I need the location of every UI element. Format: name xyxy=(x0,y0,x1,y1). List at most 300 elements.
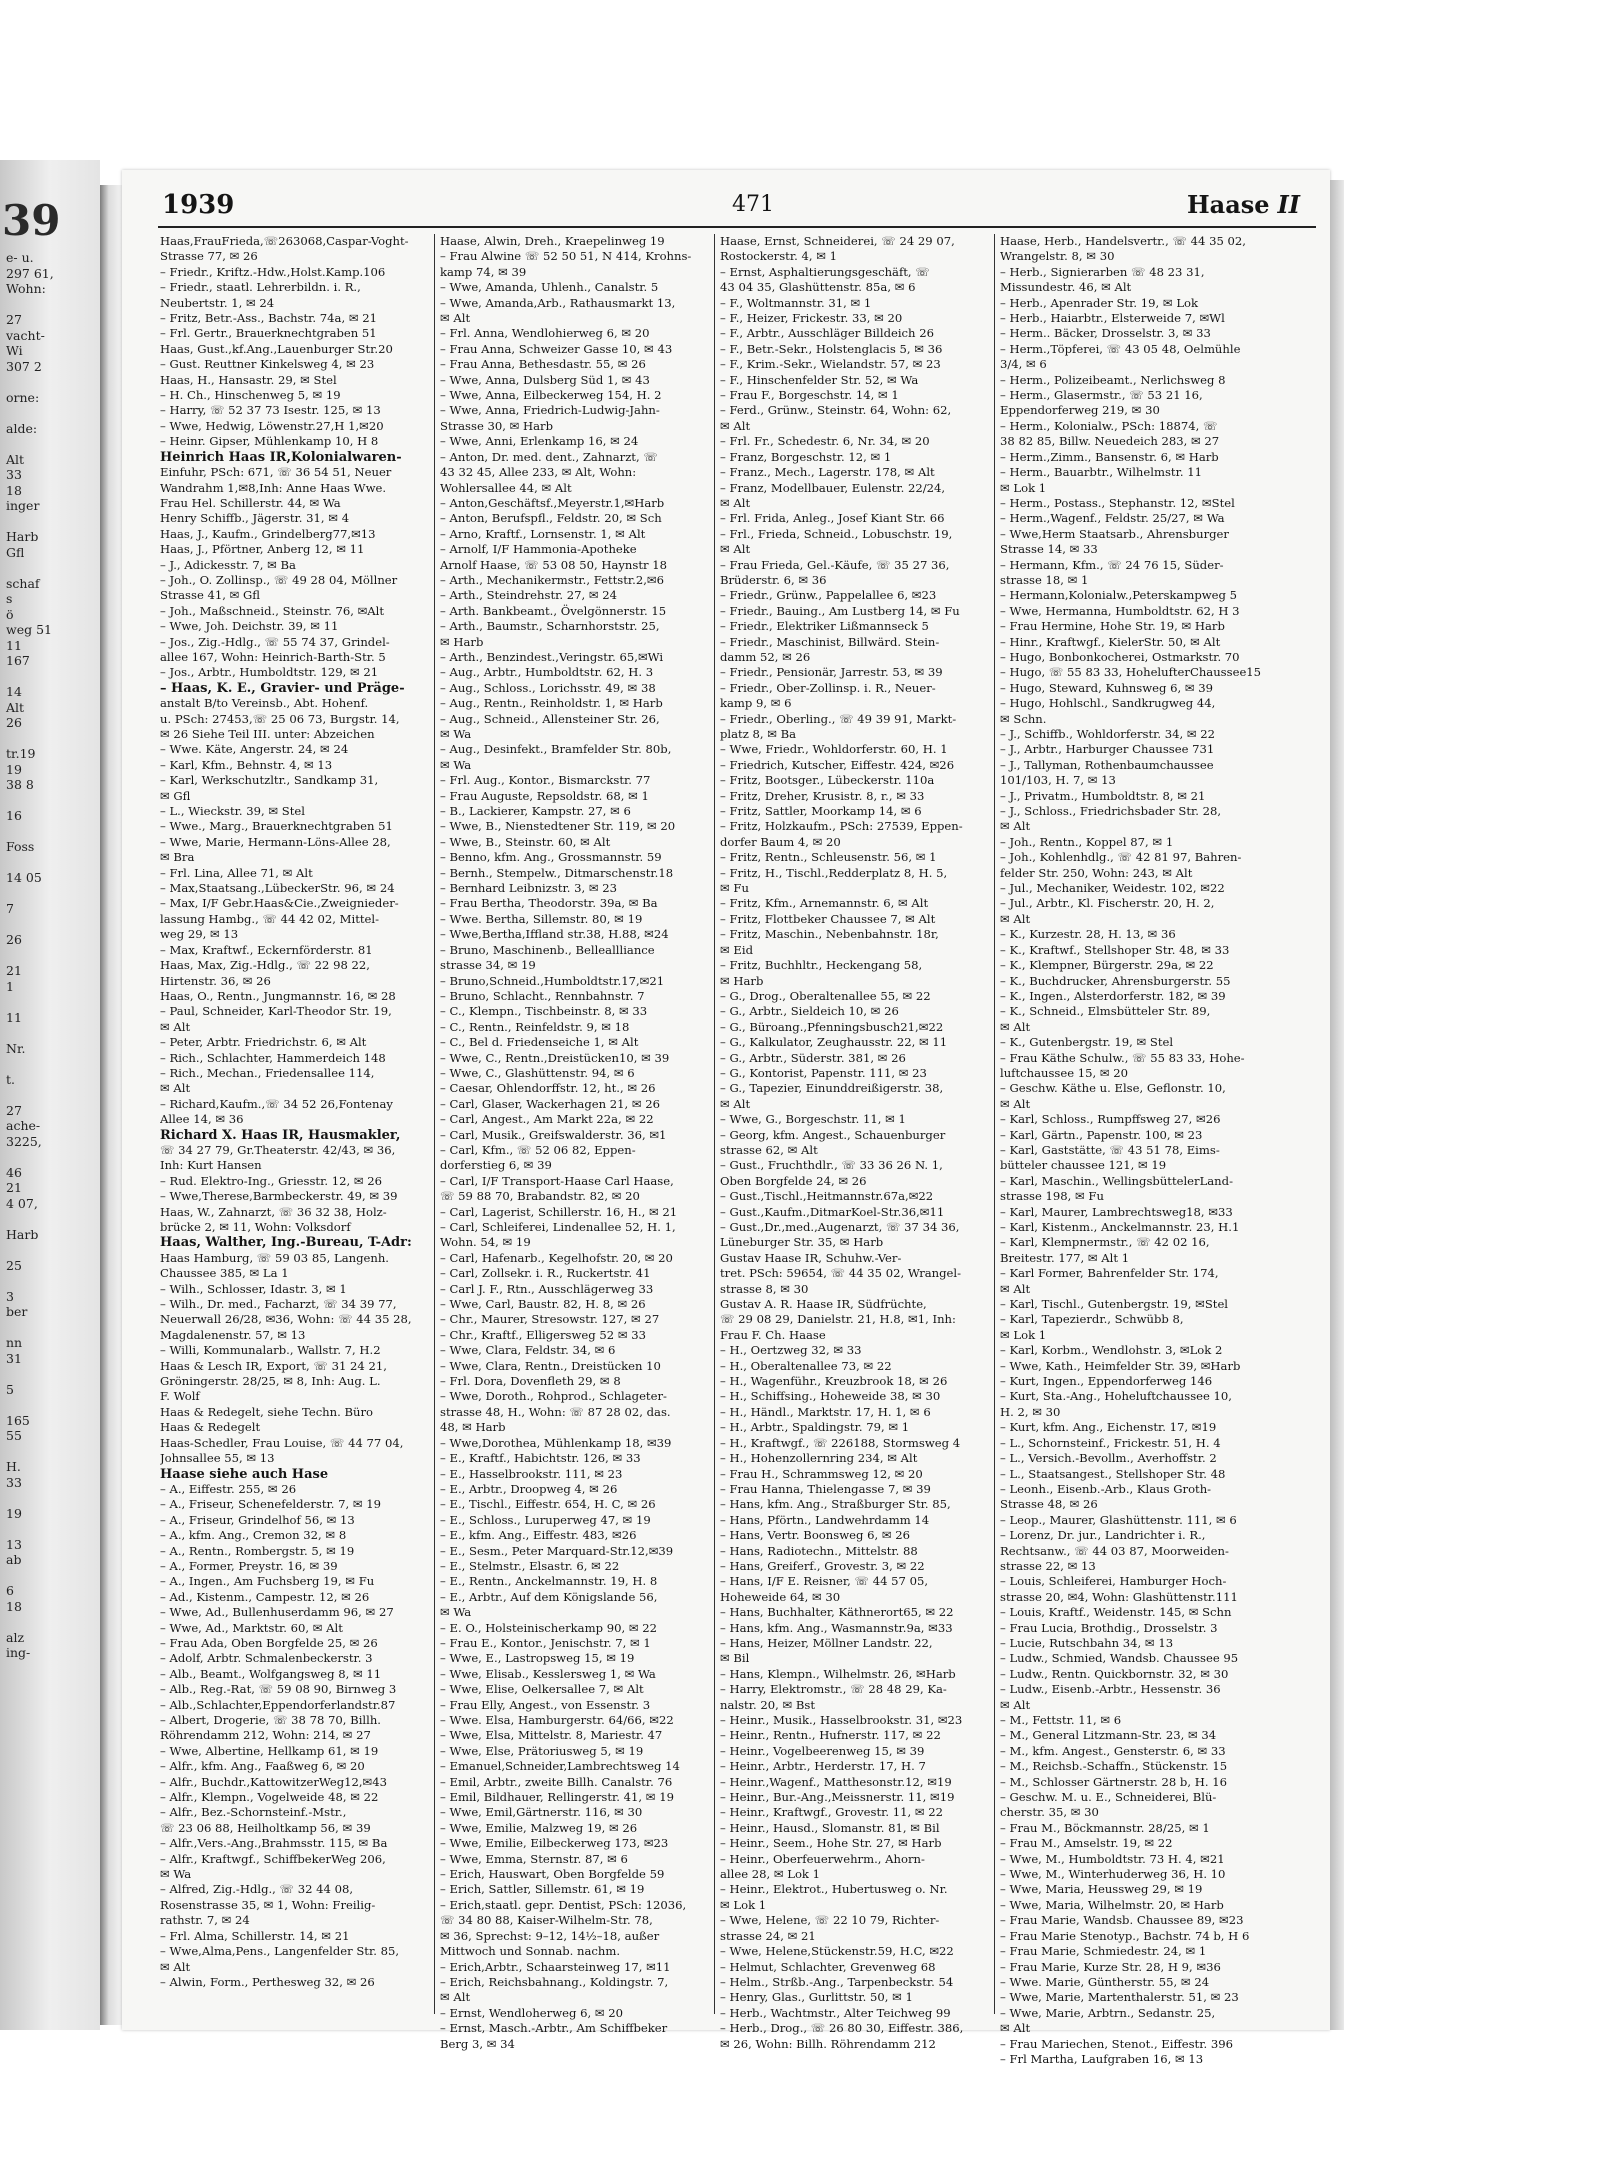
previous-page-fragment xyxy=(0,994,100,1010)
directory-entry: – Frl. Lina, Allee 71, ✉ Alt xyxy=(160,865,313,880)
directory-entry: – M., Fettstr. 11, ✉ 6 xyxy=(1000,1713,1122,1727)
directory-entry: – Fritz, Dreher, Krusistr. 8, r., ✉ 33 xyxy=(720,788,925,803)
directory-entry: – Alfr., Buchdr.,KattowitzerWeg12,✉43 xyxy=(160,1774,388,1789)
directory-entry: – Wwe, Kath., Heimfelder Str. 39, ✉Harb xyxy=(1000,1358,1241,1373)
previous-page-fragment: 165 xyxy=(6,1412,30,1428)
directory-entry: – G., Kontorist, Papenstr. 111, ✉ 23 xyxy=(720,1065,927,1080)
directory-entry: – Hans, I/F E. Reisner, ☏ 44 57 05, xyxy=(720,1574,929,1589)
directory-entry: – Willi, Kommunalarb., Wallstr. 7, H.2 xyxy=(160,1343,381,1358)
header-title xyxy=(1187,190,1300,219)
directory-entry: – Carl, Lagerist, Schillerstr. 16, H., ✉ 21 xyxy=(440,1204,678,1219)
directory-entry: – Jos., Arbtr., Humboldtstr. 129, ✉ 21 xyxy=(160,665,379,680)
directory-entry: kamp 74, ✉ 39 xyxy=(440,264,527,279)
previous-page-fragment: 33 xyxy=(6,467,22,482)
directory-entry: – Leop., Maurer, Glashüttenstr. 111, ✉ 6 xyxy=(1000,1512,1237,1527)
previous-page-fragment: H. xyxy=(6,1459,21,1474)
directory-entry: – Frau Anna, Schweizer Gasse 10, ✉ 43 xyxy=(440,341,673,356)
directory-entry: – Karl, Kistenm., Anckelmannstr. 23, H.1 xyxy=(1000,1220,1240,1234)
directory-entry: ✉ Alt xyxy=(160,1019,191,1034)
directory-entry: – Herm.,Wagenf., Feldstr. 25/27, ✉ Wa xyxy=(1000,511,1225,526)
directory-entry: – Arth., Steindrehstr. 27, ✉ 24 xyxy=(440,588,618,603)
previous-page-fragment: Gfl xyxy=(6,544,25,560)
directory-entry: – Gust.,Dr.,med.,Augenarzt, ☏ 37 34 36, xyxy=(720,1220,960,1234)
directory-entry: – Joh., Maßschneid., Steinstr. 76, ✉Alt xyxy=(160,603,385,618)
previous-page-fragment: Wohn: xyxy=(6,281,46,296)
directory-entry: – Fritz, Buchhltr., Heckengang 58, xyxy=(720,958,923,973)
directory-entry: – A., Eiffestr. 255, ✉ 26 xyxy=(160,1481,297,1496)
directory-entry: F. Wolf xyxy=(160,1389,200,1404)
directory-entry: Haas, W., Zahnarzt, ☏ 36 32 38, Holz- xyxy=(160,1204,387,1219)
directory-entry: Haas, O., Rentn., Jungmannstr. 16, ✉ 28 xyxy=(160,988,396,1003)
previous-page-fragment: 14 05 xyxy=(6,870,42,885)
directory-entry: – Herm.,Zimm., Bansenstr. 6, ✉ Harb xyxy=(1000,449,1219,464)
directory-entry: – Wwe, Doroth., Rohprod., Schlageter- xyxy=(440,1389,667,1404)
directory-entry: – E., Tischl., Eiffestr. 654, H. C, ✉ 26 xyxy=(440,1497,656,1512)
directory-entry: – Alfr., Bez.-Schornsteinf.-Mstr., xyxy=(160,1805,347,1820)
directory-entry: Strasse 14, ✉ 33 xyxy=(1000,542,1098,557)
previous-page-fragment: 21 xyxy=(6,963,22,978)
directory-entry: – Wwe, C., Rentn.,Dreistücken10, ✉ 39 xyxy=(440,1050,670,1065)
directory-entry: Breitestr. 177, ✉ Alt 1 xyxy=(1000,1250,1130,1265)
directory-entry: – Wwe, Emilie, Malzweg 19, ✉ 26 xyxy=(440,1820,638,1835)
directory-entry: – Friedr., Ober-Zollinsp. i. R., Neuer- xyxy=(720,680,936,695)
directory-entry: – Bernhard Leibnizstr. 3, ✉ 23 xyxy=(440,881,618,896)
directory-entry: – E., Kraftf., Habichtstr. 126, ✉ 33 xyxy=(440,1451,641,1466)
directory-entry: – Wwe, G., Borgeschstr. 11, ✉ 1 xyxy=(720,1112,906,1127)
directory-entry: – Carl, Schleiferei, Lindenallee 52, H. 1, xyxy=(440,1220,676,1234)
directory-entry: – Wwe, Marie, Martenthalerstr. 51, ✉ 23 xyxy=(1000,1990,1239,2005)
directory-entry: – Alb.,Schlachter,Eppendorferlandstr.87 xyxy=(160,1697,396,1712)
directory-entry: Röhrendamm 212, Wohn: 214, ✉ 27 xyxy=(160,1728,371,1743)
directory-entry: – Ludw., Rentn. Quickbornstr. 32, ✉ 30 xyxy=(1000,1666,1229,1681)
previous-page-fragment: 4 07, xyxy=(6,1195,38,1211)
directory-entry: – Heinr., Kraftwgf., Grovestr. 11, ✉ 22 xyxy=(720,1805,944,1820)
directory-entry: Haas,FrauFrieda,☏263068,Caspar-Voght- xyxy=(160,234,409,248)
directory-entry: – Carl J. F., Rtn., Ausschlägerweg 33 xyxy=(440,1281,654,1296)
directory-entry: – Wwe,Alma,Pens., Langenfelder Str. 85, xyxy=(160,1944,400,1959)
page-edge-shadow xyxy=(1330,180,1344,2030)
directory-entry: Haas, H., Hansastr. 29, ✉ Stel xyxy=(160,372,337,387)
directory-entry: – Ludw., Schmied, Wandsb. Chaussee 95 xyxy=(1000,1651,1239,1666)
directory-entry: – Friedr., Bauing., Am Lustberg 14, ✉ Fu xyxy=(720,603,960,618)
directory-entry: – Wwe, Carl, Baustr. 82, H. 8, ✉ 26 xyxy=(440,1297,646,1312)
previous-page-fragment xyxy=(0,436,100,452)
previous-page-fragments xyxy=(0,250,100,1661)
previous-page-fragment: 14 xyxy=(6,684,22,699)
directory-entry: – Frau Marie, Schmiedestr. 24, ✉ 1 xyxy=(1000,1944,1207,1959)
previous-page-fragment: ache- xyxy=(6,1118,41,1133)
directory-entry: Haase siehe auch Hase xyxy=(160,1466,329,1482)
directory-entry: – Carl, Musik., Greifswalderstr. 36, ✉1 xyxy=(440,1127,667,1142)
directory-entry: – Herb., Signierarben ☏ 48 23 31, xyxy=(1000,264,1205,279)
directory-entry: – Fritz, Kfm., Arnemannstr. 6, ✉ Alt xyxy=(720,896,929,911)
directory-entry: ✉ Schn. xyxy=(1000,711,1047,726)
directory-entry: – Franz., Mech., Lagerstr. 178, ✉ Alt xyxy=(720,465,935,480)
directory-entry: – Wwe, M., Winterhuderweg 36, H. 10 xyxy=(1000,1867,1226,1882)
directory-entry: damm 52, ✉ 26 xyxy=(720,649,811,664)
directory-entry: – Bruno, Schlacht., Rennbahnstr. 7 xyxy=(440,988,645,1003)
directory-entry: – Frl. Frida, Anleg., Josef Kiant Str. 66 xyxy=(720,511,945,526)
previous-page-fragment: vacht- xyxy=(6,327,45,343)
directory-entry: – K., Schneid., Elmsbütteler Str. 89, xyxy=(1000,1004,1211,1019)
previous-page-fragment: 167 xyxy=(6,653,30,668)
directory-entry: strasse 8, ✉ 30 xyxy=(720,1281,809,1296)
directory-entry: ✉ Alt xyxy=(160,1081,191,1096)
directory-entry: ✉ Alt xyxy=(1000,2021,1031,2036)
directory-entry: – F., Hinschenfelder Str. 52, ✉ Wa xyxy=(720,372,919,387)
directory-entry: ✉ Alt xyxy=(440,311,471,326)
directory-entry: – Heinr., Oberfeuerwehrm., Ahorn- xyxy=(720,1851,925,1866)
directory-entry: ✉ Alt xyxy=(160,1959,191,1974)
directory-entry: – F., Betr.-Sekr., Holstenglacis 5, ✉ 36 xyxy=(720,341,943,356)
directory-entry: Wohn. 54, ✉ 19 xyxy=(440,1235,531,1250)
previous-page-fragment: 19 xyxy=(6,1505,22,1521)
directory-entry: – B., Lackierer, Kampstr. 27, ✉ 6 xyxy=(440,804,631,819)
directory-entry: Neubertstr. 1, ✉ 24 xyxy=(160,295,275,310)
previous-page-fragment: 13 xyxy=(6,1536,22,1552)
previous-page-fragment: 19 xyxy=(6,761,22,777)
directory-entry: – Ad., Kistenm., Campestr. 12, ✉ 26 xyxy=(160,1589,370,1604)
directory-entry: – Wwe, Emilie, Eilbeckerweg 173, ✉23 xyxy=(440,1836,669,1851)
directory-entry: – Wwe, M., Humboldtstr. 73 H. 4, ✉21 xyxy=(1000,1851,1225,1866)
directory-entry: Gröningerstr. 28/25, ✉ 8, Inh: Aug. L. xyxy=(160,1374,381,1389)
previous-page-fragment xyxy=(0,1242,100,1258)
previous-page-fragment xyxy=(0,1397,100,1413)
directory-entry: – Frau H., Schrammsweg 12, ✉ 20 xyxy=(720,1466,923,1481)
directory-entry: Strasse 41, ✉ Gfl xyxy=(160,588,261,603)
directory-entry: ✉ Alt xyxy=(1000,819,1031,834)
previous-page-fragment xyxy=(0,1444,100,1460)
directory-entry: ✉ Alt xyxy=(1000,1019,1031,1034)
previous-page-fragment: ber xyxy=(6,1304,28,1319)
directory-entry: – Herm., Glasermstr., ☏ 53 21 16, xyxy=(1000,388,1203,403)
previous-page-fragment: tr.19 xyxy=(6,746,36,761)
directory-entry: – Henry, Glas., Gurlittstr. 50, ✉ 1 xyxy=(720,1990,913,2005)
directory-entry: – H., Oertzweg 32, ✉ 33 xyxy=(720,1343,862,1358)
directory-entry: – G., Kalkulator, Zeughausstr. 22, ✉ 11 xyxy=(720,1035,948,1050)
previous-page-fragment: Alt xyxy=(6,699,25,715)
column-divider xyxy=(434,234,435,2014)
directory-entry: luftchaussee 15, ✉ 20 xyxy=(1000,1065,1129,1080)
directory-entry: – Adolf, Arbtr. Schmalenbeckerstr. 3 xyxy=(160,1651,373,1666)
directory-entry: – Heinr., Musik., Hasselbrookstr. 31, ✉23 xyxy=(720,1713,963,1727)
previous-page-fragment xyxy=(0,1149,100,1165)
directory-entry: – Heinr., Arbtr., Herderstr. 17, H. 7 xyxy=(720,1759,926,1774)
directory-entry: – Frl. Fr., Schedestr. 6, Nr. 34, ✉ 20 xyxy=(720,434,930,449)
directory-entry: ✉ Bil xyxy=(720,1651,750,1666)
directory-entry: – Herb., Haiarbtr., Elsterweide 7, ✉Wl xyxy=(1000,311,1225,326)
directory-entry: – Haas, K. E., Gravier- und Präge- xyxy=(160,680,405,696)
directory-entry: cherstr. 35, ✉ 30 xyxy=(1000,1805,1099,1820)
directory-entry: strasse 62, ✉ Alt xyxy=(720,1142,818,1157)
directory-entry: Arnolf Haase, ☏ 53 08 50, Haynstr 18 xyxy=(440,557,667,572)
directory-entry: brücke 2, ✉ 11, Wohn: Volksdorf xyxy=(160,1220,351,1234)
directory-entry: Mittwoch und Sonnab. nachm. xyxy=(440,1944,621,1959)
directory-entry: Eppendorferweg 219, ✉ 30 xyxy=(1000,403,1160,418)
previous-page-fragment: 3225, xyxy=(6,1133,42,1149)
directory-entry: – Frau Bertha, Theodorstr. 39a, ✉ Ba xyxy=(440,896,658,911)
directory-entry: – E., Sesm., Peter Marquard-Str.12,✉39 xyxy=(440,1543,674,1558)
directory-entry: – G., Arbtr., Süderstr. 381, ✉ 26 xyxy=(720,1050,906,1065)
directory-entry: ✉ Alt xyxy=(1000,1096,1031,1111)
directory-entry: – Frau Alwine ☏ 52 50 51, N 414, Krohns- xyxy=(440,249,692,264)
previous-page-fragment: 1 xyxy=(6,978,14,994)
directory-entry: dorferstieg 6, ✉ 39 xyxy=(440,1158,552,1173)
previous-page-fragment: ö xyxy=(6,606,14,622)
directory-entry: – Rich., Schlachter, Hammerdeich 148 xyxy=(160,1050,386,1065)
directory-entry: – Wwe, Maria, Heussweg 29, ✉ 19 xyxy=(1000,1882,1203,1897)
directory-entry: Hoheweide 64, ✉ 30 xyxy=(720,1589,841,1604)
directory-entry: – E., kfm. Ang., Eiffestr. 483, ✉26 xyxy=(440,1528,637,1543)
directory-entry: – Heinr., Seem., Hohe Str. 27, ✉ Harb xyxy=(720,1836,942,1851)
previous-page-fragment xyxy=(0,560,100,576)
directory-entry: – Frau E., Kontor., Jenischstr. 7, ✉ 1 xyxy=(440,1635,651,1650)
directory-entry: strasse 48, H., Wohn: ☏ 87 28 02, das. xyxy=(440,1404,671,1419)
directory-entry: u. PSch: 27453,☏ 25 06 73, Burgstr. 14, xyxy=(160,711,400,726)
previous-page-fragment xyxy=(0,1320,100,1336)
directory-entry: – Alfr., Klempn., Vogelweide 48, ✉ 22 xyxy=(160,1790,379,1805)
directory-entry: – Emanuel,Schneider,Lambrechtsweg 14 xyxy=(440,1759,680,1774)
directory-entry: – Wwe, Emma, Sternstr. 87, ✉ 6 xyxy=(440,1851,628,1866)
directory-entry: – Wwe, Joh. Deichstr. 39, ✉ 11 xyxy=(160,619,339,634)
directory-entry: – Hans, kfm. Ang., Wasmannstr.9a, ✉33 xyxy=(720,1620,953,1635)
directory-entry: – Paul, Schneider, Karl-Theodor Str. 19, xyxy=(160,1004,392,1019)
directory-entry: – Karl, Maschin., WellingsbüttelerLand- xyxy=(1000,1173,1233,1188)
directory-entry: Strasse 30, ✉ Harb xyxy=(440,418,554,433)
directory-entry: – Helm., Strßb.-Ang., Tarpenbeckstr. 54 xyxy=(720,1974,954,1989)
directory-entry: – Alfr., kfm. Ang., Faaßweg 6, ✉ 20 xyxy=(160,1759,365,1774)
previous-page-fragment: weg 51 xyxy=(6,622,52,637)
directory-entry: ✉ Wa xyxy=(440,1605,472,1620)
directory-entry: – Erich,staatl. gepr. Dentist, PSch: 12036, xyxy=(440,1897,687,1912)
directory-entry: – Arth., Baumstr., Scharnhorststr. 25, xyxy=(440,619,660,634)
previous-page-fragment: Alt xyxy=(6,451,25,467)
directory-entry: – E., Rentn., Anckelmannstr. 19, H. 8 xyxy=(440,1574,658,1589)
directory-entry: Wrangelstr. 8, ✉ 30 xyxy=(1000,249,1115,264)
directory-entry: – Frl. Dora, Dovenfleth 29, ✉ 8 xyxy=(440,1374,621,1389)
directory-entry: 38 82 85, Billw. Neuedeich 283, ✉ 27 xyxy=(1000,434,1220,449)
directory-entry: – Wwe, Maria, Wilhelmstr. 20, ✉ Harb xyxy=(1000,1897,1224,1912)
directory-entry: Missundestr. 46, ✉ Alt xyxy=(1000,280,1132,295)
directory-entry: ✉ Eid xyxy=(720,942,753,957)
directory-entry: – Lorenz, Dr. jur., Landrichter i. R., xyxy=(1000,1528,1206,1543)
directory-entry: – Aug., Rentn., Reinholdstr. 1, ✉ Harb xyxy=(440,696,663,711)
previous-page-fragment: 307 2 xyxy=(6,358,42,374)
directory-entry: – Friedr., Elektriker Lißmannseck 5 xyxy=(720,619,929,634)
directory-entry: – Joh., O. Zollinsp., ☏ 49 28 04, Möllner xyxy=(160,572,398,587)
directory-entry: Magdalenenstr. 57, ✉ 13 xyxy=(160,1327,306,1342)
directory-entry: – M., Reichsb.-Schaffn., Stückenstr. 15 xyxy=(1000,1759,1228,1774)
directory-entry: – Friedrich, Kutscher, Eiffestr. 424, ✉26 xyxy=(720,757,955,772)
directory-entry: – Arno, Kraftf., Lornsenstr. 1, ✉ Alt xyxy=(440,526,646,541)
previous-page-fragment xyxy=(0,1568,100,1584)
directory-entry: – Ernst, Asphaltierungsgeschäft, ☏ xyxy=(720,264,930,279)
directory-entry: Rechtsanw., ☏ 44 03 87, Moorweiden- xyxy=(1000,1543,1229,1558)
directory-entry: ☏ 23 06 88, Heilholtkamp 56, ✉ 39 xyxy=(160,1820,371,1835)
directory-entry: – Jul., Arbtr., Kl. Fischerstr. 20, H. 2, xyxy=(1000,896,1215,911)
directory-entry: platz 8, ✉ Ba xyxy=(720,727,797,741)
directory-entry: – K., Ingen., Alsterdorferstr. 182, ✉ 39 xyxy=(1000,988,1226,1003)
directory-entry: – Bruno, Maschinenb., Belleallliance xyxy=(440,942,655,957)
directory-entry: allee 167, Wohn: Heinrich-Barth-Str. 5 xyxy=(160,649,386,664)
previous-page-fragment: Harb xyxy=(6,529,39,544)
directory-entry: – Wwe, Clara, Rentn., Dreistücken 10 xyxy=(440,1358,661,1373)
previous-page-fragment: 27 xyxy=(6,1102,22,1118)
previous-page-fragment: 11 xyxy=(6,637,22,653)
previous-page-fragment xyxy=(0,1025,100,1041)
previous-page-fragment xyxy=(0,824,100,840)
directory-entry: – Erich, Sattler, Sillemstr. 61, ✉ 19 xyxy=(440,1882,645,1897)
directory-entry: ✉ 36, Sprechst: 9–12, 14½–18, außer xyxy=(440,1928,660,1943)
previous-page-fragment: Foss xyxy=(6,839,35,854)
directory-entry: – Ludw., Eisenb.-Arbtr., Hessenstr. 36 xyxy=(1000,1682,1221,1697)
directory-entry: – Peter, Arbtr. Friedrichstr. 6, ✉ Alt xyxy=(160,1035,367,1050)
directory-entry: – J., Adickesstr. 7, ✉ Ba xyxy=(160,557,296,572)
directory-entry: H. 2, ✉ 30 xyxy=(1000,1404,1061,1419)
directory-entry: – Wwe, Ad., Marktstr. 60, ✉ Alt xyxy=(160,1620,343,1635)
directory-entry: – Hans, Heizer, Möllner Landstr. 22, xyxy=(720,1635,933,1650)
directory-entry: – Frau Hanna, Thielengasse 7, ✉ 39 xyxy=(720,1481,931,1496)
previous-page-fragment: 6 xyxy=(6,1583,14,1598)
directory-entry: – A., Friseur, Grindelhof 56, ✉ 13 xyxy=(160,1512,355,1527)
directory-entry: Brüderstr. 6, ✉ 36 xyxy=(720,572,827,587)
previous-page-fragment: nn xyxy=(6,1335,23,1350)
directory-entry: – Hans, Buchhalter, Käthnerort65, ✉ 22 xyxy=(720,1605,954,1620)
directory-entry: – A., kfm. Ang., Cremon 32, ✉ 8 xyxy=(160,1528,347,1543)
previous-page-fragment: Harb xyxy=(6,1226,39,1242)
directory-entry: – Gust.,Kaufm.,DitmarKoel-Str.36,✉11 xyxy=(720,1204,945,1219)
directory-entry: – E. O., Holsteinischerkamp 90, ✉ 22 xyxy=(440,1620,657,1635)
directory-entry: Allee 14, ✉ 36 xyxy=(160,1112,244,1127)
directory-entry: Wandrahm 1,✉8,Inh: Anne Haas Wwe. xyxy=(160,480,387,495)
directory-entry: – Wwe, E., Lastropsweg 15, ✉ 19 xyxy=(440,1651,635,1666)
directory-entry: – Hermann, Kfm., ☏ 24 76 15, Süder- xyxy=(1000,557,1224,572)
directory-entry: – Karl, Gärtn., Papenstr. 100, ✉ 23 xyxy=(1000,1127,1203,1142)
directory-entry: – Herb., Wachtmstr., Alter Teichweg 99 xyxy=(720,2005,951,2020)
directory-entry: ✉ Alt xyxy=(1000,911,1031,926)
directory-entry: – M., Schlosser Gärtnerstr. 28 b, H. 16 xyxy=(1000,1774,1227,1789)
directory-entry: – K., Kurzestr. 28, H. 13, ✉ 36 xyxy=(1000,927,1176,942)
directory-entry: – Wwe, Elise, Oelkersallee 7, ✉ Alt xyxy=(440,1682,644,1697)
directory-entry: Rostockerstr. 4, ✉ 1 xyxy=(720,249,837,264)
directory-entry: – Herb., Drog., ☏ 26 80 30, Eiffestr. 386, xyxy=(720,2021,964,2036)
directory-entry: – Wwe, B., Steinstr. 60, ✉ Alt xyxy=(440,834,611,849)
directory-entry: allee 28, ✉ Lok 1 xyxy=(720,1867,821,1882)
directory-entry: – Arth., Mechanikermstr., Fettstr.2,✉6 xyxy=(440,572,665,587)
directory-entry: – J., Schloss., Friedrichsbader Str. 28, xyxy=(1000,804,1222,819)
previous-page-fragment: 46 xyxy=(6,1164,22,1180)
directory-entry: – H., Schiffsing., Hoheweide 38, ✉ 30 xyxy=(720,1389,941,1404)
directory-entry: – Friedr., Oberling., ☏ 49 39 91, Markt- xyxy=(720,711,957,726)
directory-entry: – Rich., Mechan., Friedensallee 114, xyxy=(160,1065,375,1080)
previous-page-fragment xyxy=(0,948,100,964)
directory-entry: – Wwe, Ad., Bullenhuserdamm 96, ✉ 27 xyxy=(160,1605,394,1620)
directory-entry: – Anton, Dr. med. dent., Zahnarzt, ☏ xyxy=(440,449,658,464)
directory-entry: ☏ 34 80 88, Kaiser-Wilhelm-Str. 78, xyxy=(440,1913,653,1928)
directory-entry: – C., Rentn., Reinfeldstr. 9, ✉ 18 xyxy=(440,1019,630,1034)
directory-entry: – Chr., Maurer, Stresowstr. 127, ✉ 27 xyxy=(440,1312,660,1327)
directory-entry: kamp 9, ✉ 6 xyxy=(720,696,792,711)
directory-entry: – H., Händl., Marktstr. 17, H. 1, ✉ 6 xyxy=(720,1404,931,1419)
previous-page-fragment: 25 xyxy=(6,1257,22,1273)
directory-entry: – Fritz, Betr.-Ass., Bachstr. 74a, ✉ 21 xyxy=(160,311,377,326)
directory-entry: – Wwe,Herm Staatsarb., Ahrensburger xyxy=(1000,526,1229,541)
directory-entry: Oben Borgfelde 24, ✉ 26 xyxy=(720,1173,867,1188)
directory-entry: – Karl, Werkschutzltr., Sandkamp 31, xyxy=(160,773,379,788)
directory-entry: – Frl. Alma, Schillerstr. 14, ✉ 21 xyxy=(160,1928,350,1943)
header-volume: II xyxy=(1277,190,1300,219)
directory-entry: – Wwe, Anna, Dulsberg Süd 1, ✉ 43 xyxy=(440,372,650,387)
directory-entry: – G., Tapezier, Einunddreißigerstr. 38, xyxy=(720,1081,944,1096)
previous-page-fragment: Wi xyxy=(6,343,23,358)
directory-entry: lassung Hambg., ☏ 44 42 02, Mittel- xyxy=(160,911,380,926)
directory-entry: Haase, Alwin, Dreh., Kraepelinweg 19 xyxy=(440,234,665,248)
directory-entry: – A., Ingen., Am Fuchsberg 19, ✉ Fu xyxy=(160,1574,375,1589)
directory-entry: – Friedr., Grünw., Pappelallee 6, ✉23 xyxy=(720,588,937,603)
previous-page-fragment: e- u. xyxy=(6,250,34,265)
directory-entry: bütteler chaussee 121, ✉ 19 xyxy=(1000,1158,1167,1173)
directory-entry: – Gust.,Tischl.,Heitmannstr.67a,✉22 xyxy=(720,1189,934,1204)
directory-entry: – Kurt, Ingen., Eppendorferweg 146 xyxy=(1000,1374,1213,1389)
directory-entry: – Hugo, Steward, Kuhnsweg 6, ✉ 39 xyxy=(1000,680,1214,695)
directory-entry: – L., Versich.-Bevollm., Averhoffstr. 2 xyxy=(1000,1451,1217,1466)
directory-entry: – Wwe, Anni, Erlenkamp 16, ✉ 24 xyxy=(440,434,639,449)
directory-entry: tret. PSch: 59654, ☏ 44 35 02, Wrangel- xyxy=(720,1266,962,1281)
directory-entry: ☏ 29 08 29, Danielstr. 21, H.8, ✉1, Inh: xyxy=(720,1312,956,1327)
directory-entry: – Max, I/F Gebr.Haas&Cie.,Zweignieder- xyxy=(160,896,399,911)
directory-entry: – H., Hohenzollernring 234, ✉ Alt xyxy=(720,1451,918,1466)
directory-entry: – Frau Frieda, Gel.-Käufe, ☏ 35 27 36, xyxy=(720,557,950,572)
directory-entry: ✉ 26 Siehe Teil III. unter: Abzeichen xyxy=(160,727,375,741)
previous-page-fragment xyxy=(0,1211,100,1227)
directory-entry: – Wwe, Anna, Friedrich-Ludwig-Jahn- xyxy=(440,403,660,418)
directory-column-2 xyxy=(440,234,712,2052)
directory-entry: – K., Buchdrucker, Ahrensburgerstr. 55 xyxy=(1000,973,1231,988)
directory-entry: – J., Tallyman, Rothenbaumchaussee xyxy=(1000,757,1214,772)
previous-page-fragment: t. xyxy=(6,1071,15,1087)
directory-entry: ✉ Alt xyxy=(720,495,751,510)
directory-entry: – K., Klempner, Bürgerstr. 29a, ✉ 22 xyxy=(1000,958,1214,973)
directory-entry: – C., Klempn., Tischbeinstr. 8, ✉ 33 xyxy=(440,1004,648,1019)
directory-entry: Haas, Gust.,kf.Ang.,Lauenburger Str.20 xyxy=(160,341,393,356)
directory-entry: ✉ Harb xyxy=(440,634,484,649)
directory-entry: – Aug., Schneid., Allensteiner Str. 26, xyxy=(440,711,660,726)
previous-page-fragment: ing- xyxy=(6,1645,31,1660)
directory-entry: Neuerwall 26/28, ✉36, Wohn: ☏ 44 35 28, xyxy=(160,1312,412,1327)
directory-column-3 xyxy=(720,234,992,2052)
directory-entry: – Wwe, Emil,Gärtnerstr. 116, ✉ 30 xyxy=(440,1805,643,1820)
directory-entry: – Emil, Arbtr., zweite Billh. Canalstr. 76 xyxy=(440,1774,673,1789)
directory-entry: – Frau Elly, Angest., von Essenstr. 3 xyxy=(440,1697,651,1712)
previous-page-fragment xyxy=(0,1490,100,1506)
directory-entry: – Fritz, Maschin., Nebenbahnstr. 18r, xyxy=(720,927,939,942)
directory-entry: – Frau Marie, Kurze Str. 28, H 9, ✉36 xyxy=(1000,1959,1221,1974)
directory-entry: – Friedr., Maschinist, Billwärd. Stein- xyxy=(720,634,940,649)
directory-entry: – Wwe,Therese,Barmbeckerstr. 49, ✉ 39 xyxy=(160,1189,398,1204)
directory-entry: – E., Arbtr., Droopweg 4, ✉ 26 xyxy=(440,1481,618,1496)
directory-entry: strasse 18, ✉ 1 xyxy=(1000,572,1089,587)
directory-entry: – Friedr., staatl. Lehrerbildn. i. R., xyxy=(160,280,361,295)
directory-entry: – Frau Hermine, Hohe Str. 19, ✉ Harb xyxy=(1000,619,1225,634)
directory-entry: – Arnolf, I/F Hammonia-Apotheke xyxy=(440,542,637,557)
previous-page-fragment: 26 xyxy=(6,932,22,947)
directory-entry: – Karl, Tischl., Gutenbergstr. 19, ✉Stel xyxy=(1000,1297,1229,1312)
directory-entry: ✉ Lok 1 xyxy=(720,1897,767,1912)
directory-entry: Richard X. Haas IR, Hausmakler, xyxy=(160,1127,401,1143)
directory-entry: – Frau Anna, Bethesdastr. 55, ✉ 26 xyxy=(440,357,646,372)
previous-page-fragment: 7 xyxy=(6,901,14,916)
directory-entry: – G., Büroang.,Pfenningsbusch21,✉22 xyxy=(720,1019,944,1034)
